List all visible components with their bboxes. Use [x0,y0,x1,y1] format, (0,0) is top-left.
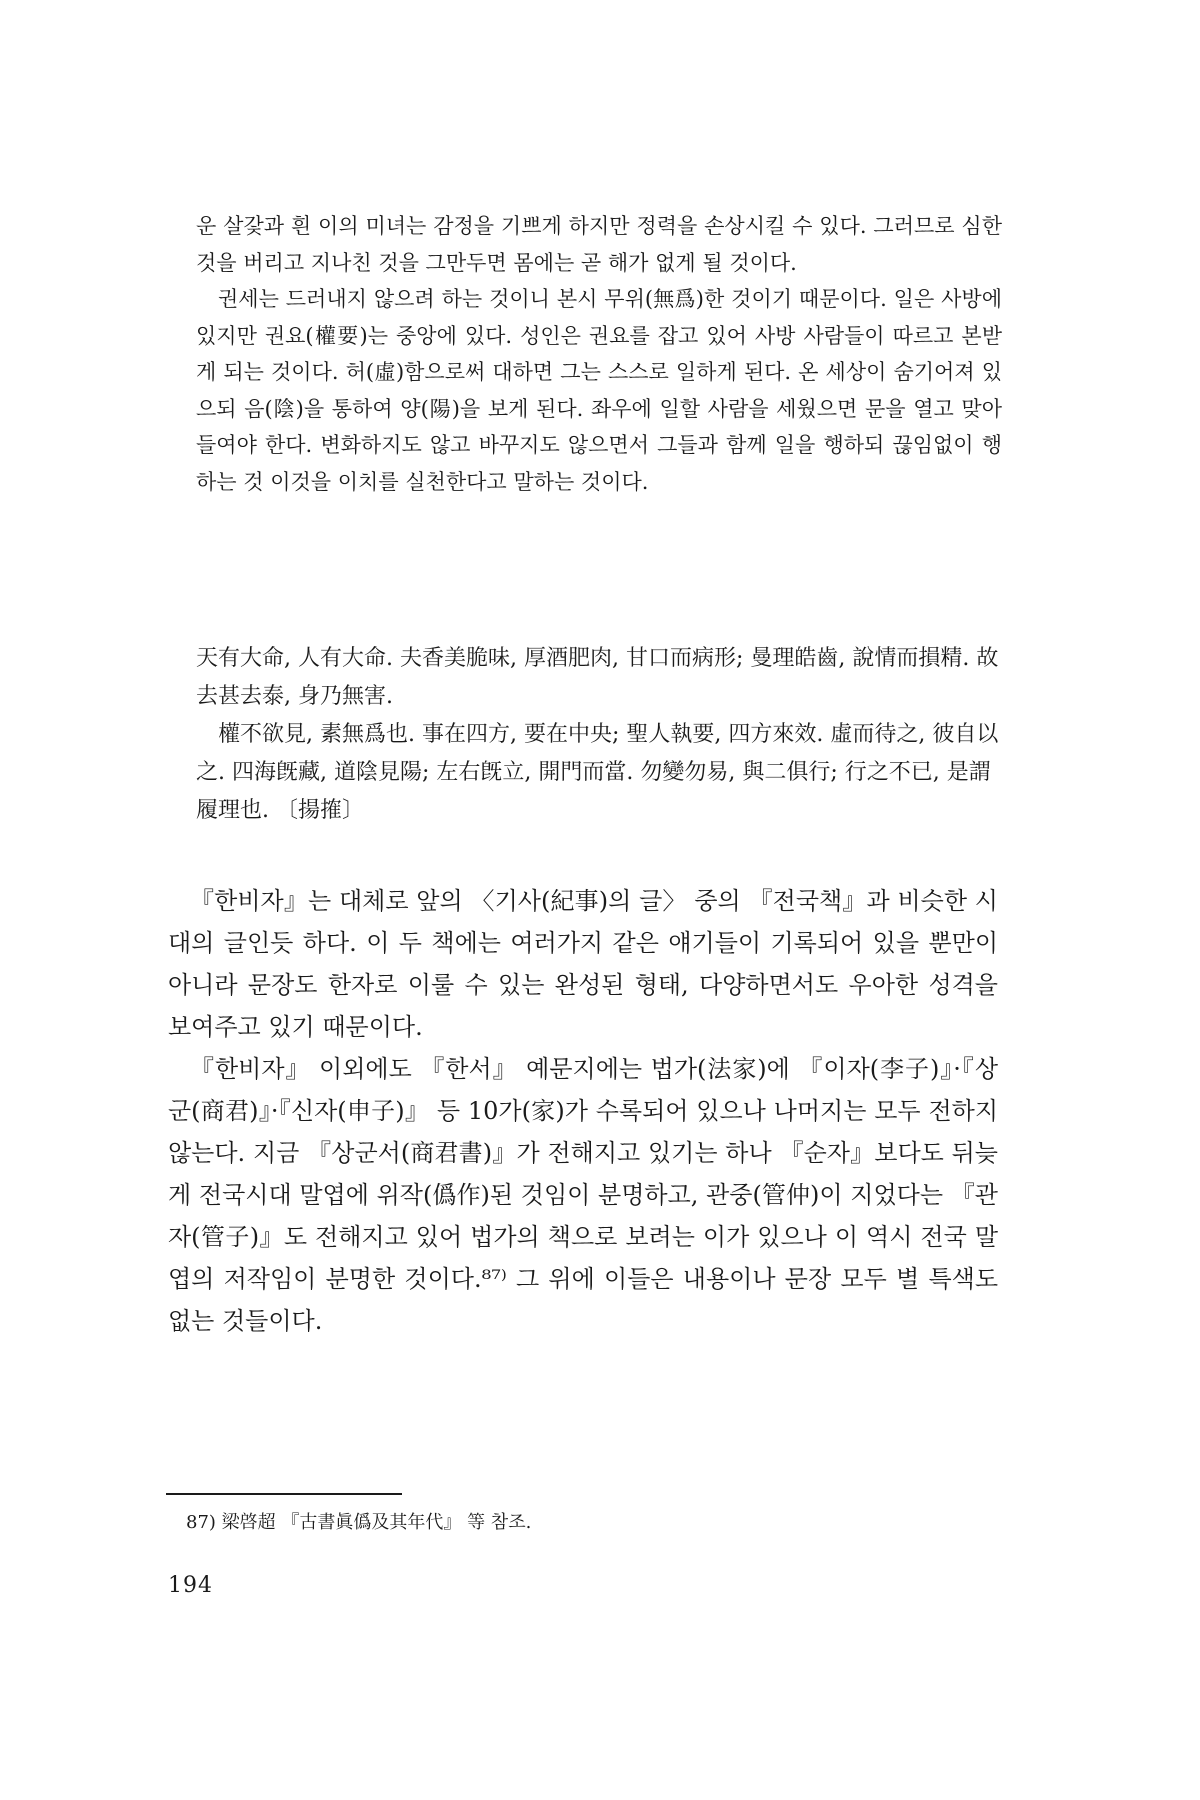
paragraph: 권세는 드러내지 않으려 하는 것이니 본시 무위(無爲)한 것이기 때문이다. 일은 사방에 있지만 권요(權要)는 중앙에 있다. 성인은 권요를 잡고 있어 사방 사람들이 따르고 본받게 되는 것이다. 허(虛)함으로써 대하면 그는 스스로 일하게 된다. 온 세상이 숨기어져 있으되 음(陰)을 통하여 양(陽)을 보게 된다. 좌우에 일할 사람을 세웠으면 문을 열고 맞아들여야 한다. 변화하지도 않고 바꾸지도 않으면서 그들과 함께 일을 행하되 끊임없이 행하는 것 이것을 이치를 실천한다고 말하는 것이다. [196,287,1002,494]
paragraph: 『한비자』는 대체로 앞의 〈기사(紀事)의 글〉 중의 『전국책』과 비슷한 시대의 글인듯 하다. 이 두 책에는 여러가지 같은 얘기들이 기록되어 있을 뿐만이 아니라 문장도 한자로 이룰 수 있는 완성된 형태, 다양하면서도 우아한 성격을 보여주고 있기 때문이다. [168,887,998,1041]
paragraph: 『한비자』 이외에도 『한서』 예문지에는 법가(法家)에 『이자(李子)』·『상군(商君)』·『신자(申子)』 등 10가(家)가 수록되어 있으나 나머지는 모두 전하지 않는다. 지금 『상군서(商君書)』가 전해지고 있기는 하나 『순자』보다도 뒤늦게 전국시대 말엽에 위작(僞作)된 것임이 분명하고, 관중(管仲)이 지었다는 『관자(管子)』도 전해지고 있어 법가의 책으로 보려는 이가 있으나 이 역시 전국 말엽의 저작임이 분명한 것이다.⁸⁷⁾ 그 위에 이들은 내용이나 문장 모두 별 특색도 없는 것들이다. [168,1055,998,1335]
top-korean-passage [196,208,1002,500]
paragraph: 天有大命, 人有大命. 夫香美脆味, 厚酒肥肉, 甘口而病形; 曼理皓齒, 說情而損精. 故去甚去泰, 身乃無害. [196,646,999,709]
classical-chinese-passage [196,640,1002,830]
page-number: 194 [168,1573,213,1598]
footnote-divider [166,1493,402,1495]
paragraph: 운 살갗과 흰 이의 미녀는 감정을 기쁘게 하지만 정력을 손상시킬 수 있다. 그러므로 심한 것을 버리고 지나친 것을 그만두면 몸에는 곧 해가 없게 될 것이다. [196,214,1002,275]
footnote: 87) 梁啓超 『古書眞僞及其年代』 等 참조. [186,1512,532,1533]
paragraph: 權不欲見, 素無爲也. 事在四方, 要在中央; 聖人執要, 四方來效. 虛而待之, 彼自以之. 四海旣藏, 道陰見陽; 左右旣立, 開門而當. 勿變勿易, 與二俱行; 行之不已, 是謂履理也. 〔揚搉〕 [196,722,999,823]
main-korean-passage [168,880,998,1342]
